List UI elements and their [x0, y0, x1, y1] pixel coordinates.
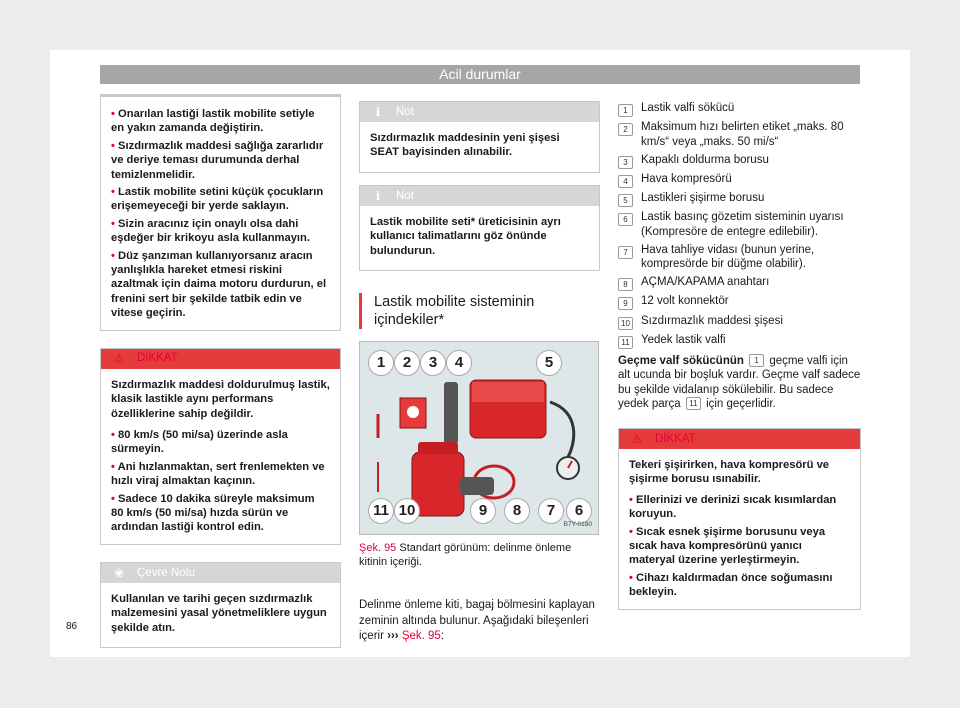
list-item: • Ani hızlanmaktan, sert frenlemekten ve hızlı viraj almaktan kaçının. [111, 460, 330, 489]
list-item: • Sizin aracınız için onaylı olsa dahi eşdeğer bir krikoyu asla kullanmayın. [111, 217, 330, 246]
note-text-2: Lastik mobilite seti* üreticisinin ayrı kullanıcı talimatlarını göz önünde bulundurun. [370, 215, 561, 257]
warning-triangle-icon: ⚠ [631, 431, 643, 446]
dikkat-box [100, 348, 341, 545]
number-badge: 9 [618, 297, 633, 310]
list-item [618, 101, 861, 117]
list-item [618, 294, 861, 310]
cevre-notu-box [100, 562, 341, 648]
list-item: • Sıcak esnek şişirme borusunu veya sıcak hava kompresörünü yanıcı materyal üzerine yerleştirmeyin. [629, 525, 850, 568]
list-item [618, 314, 861, 330]
paragraph-end: : [440, 630, 445, 643]
note-header-2 [360, 186, 599, 206]
figure-caption-text: Standart görünüm: delinme önleme kitinin içeriği. [359, 542, 572, 568]
note-body-1 [360, 122, 599, 172]
dikkat-header-2 [619, 429, 860, 449]
arrows-glyph: ››› [387, 630, 399, 643]
components-list [618, 101, 861, 349]
number-badge: 6 [618, 213, 633, 226]
figure-number-label: 1 [368, 350, 394, 376]
number-badge: 4 [618, 175, 633, 188]
section-heading: Lastik mobilite sisteminin içindekiler* [359, 293, 600, 329]
list-item: • 80 km/s (50 mi/sa) üzerinde asla sürmeyin. [111, 428, 330, 457]
figure-number-label: 2 [394, 350, 420, 376]
list-item-text: Lastik basınç gözetim sisteminin uyarısı (Kompresöre de entegre edilebilir). [641, 211, 844, 238]
list-item-text: Lastikleri şişirme borusu [641, 192, 765, 205]
cevre-notu-header [101, 563, 340, 583]
list-item-text: Lastik valfi sökücü [641, 102, 735, 114]
figure-number-label: 9 [470, 498, 496, 524]
column-2 [359, 101, 600, 645]
figure-number-label: 10 [394, 498, 420, 524]
figure-caption-label: Şek. 95 [359, 542, 397, 555]
warning-triangle-icon: ⚠ [113, 351, 125, 366]
figure-number-label: 3 [420, 350, 446, 376]
list-item [618, 172, 861, 188]
list-item-text: AÇMA/KAPAMA anahtarı [641, 276, 770, 289]
dikkat-body-2 [619, 449, 860, 493]
note-box-1 [359, 101, 600, 173]
figure-caption [359, 542, 600, 569]
note-header-1 [360, 102, 599, 122]
list-item-text: Hava kompresörü [641, 172, 732, 185]
figure-number-label: 8 [504, 498, 530, 524]
info-icon: ℹ [375, 104, 381, 119]
dikkat-bullet-list-2 [619, 493, 860, 609]
warning-continued-box [100, 94, 341, 331]
number-badge: 7 [618, 246, 633, 259]
list-item: • Lastik mobilite setini küçük çocukların erişemeyeceği bir yerde saklayın. [111, 185, 330, 214]
list-item: • Cihazı kaldırmadan önce soğumasını bekleyin. [629, 571, 850, 600]
figure-number-label: 5 [536, 350, 562, 376]
leaf-icon: ❀ [113, 565, 125, 580]
column-3 [618, 101, 861, 610]
number-badge: 11 [686, 397, 701, 410]
dikkat-header [101, 349, 340, 369]
dikkat-box-2 [618, 428, 861, 610]
list-item: • Onarılan lastiği lastik mobilite setiyle en yakın zamanda değiştirin. [111, 107, 330, 136]
number-badge: 1 [749, 354, 764, 367]
note-title-1: Not [396, 105, 414, 118]
list-item [618, 153, 861, 169]
list-item-text: 12 volt konnektör [641, 295, 729, 308]
list-item-text: Sızdırmazlık maddesi şişesi [641, 314, 783, 327]
note-body-2 [360, 206, 599, 270]
list-item [618, 191, 861, 207]
list-item: • Sadece 10 dakika süreyle maksimum 80 km/s (50 mi/sa) hızda sürün ve ardından lastiği kontrol edin. [111, 492, 330, 535]
dikkat-title-2: DİKKAT [655, 432, 696, 445]
valve-text-1: geçme valfi için alt ucunda bir boşluk vardır. Geçme valf sadece bu şekilde vidalanıp sökülebilir. Bu sadece yedek parça [618, 354, 861, 411]
intro-paragraph [359, 598, 600, 645]
dikkat-body [101, 369, 340, 428]
valve-bold-lead: Geçme valf sökücünün [618, 354, 744, 367]
list-item [618, 275, 861, 291]
number-badge: 2 [618, 123, 633, 136]
number-badge: 5 [618, 194, 633, 207]
note-text-1: Sızdırmazlık maddesinin yeni şişesi SEAT bayisinden alınabilir. [370, 132, 560, 159]
figure-number-label: 7 [538, 498, 564, 524]
list-item-text: Hava tahliye vidası (bunun yerine, kompresörde bir düğme olabilir). [641, 243, 815, 271]
cevre-notu-title: Çevre Notu [137, 566, 196, 579]
dikkat-title: DİKKAT [137, 352, 178, 365]
list-item-text: Kapaklı doldurma borusu [641, 153, 769, 166]
valve-paragraph [618, 354, 861, 412]
number-badge: 11 [618, 336, 633, 349]
number-badge: 10 [618, 317, 633, 330]
figure-number-label: 11 [368, 498, 394, 524]
list-item [618, 120, 861, 149]
note-box-2 [359, 185, 600, 271]
info-icon: ℹ [375, 188, 381, 203]
list-item [618, 210, 861, 239]
paragraph-text: Delinme önleme kiti, bagaj bölmesini kaplayan zeminin altında bulunur. Aşağıdaki bileşenleri içerir [359, 599, 595, 643]
valve-text-2: için geçerlidir. [706, 398, 776, 411]
page-number: 86 [66, 621, 78, 632]
number-badge: 3 [618, 156, 633, 169]
list-item-text: Yedek lastik valfi [641, 333, 726, 346]
dikkat-intro: Sızdırmazlık maddesi doldurulmuş lastik, klasik lastikle aynı performans özelliklerine sahip değildir. [111, 378, 330, 420]
note-title-2: Not [396, 189, 414, 202]
list-item: • Sızdırmazlık maddesi sağlığa zararlıdır ve deriye teması durumunda derhal temizlenmelidir. [111, 139, 330, 182]
list-item-text: Maksimum hızı belirten etiket „maks. 80 km/s“ veya „maks. 50 mi/s“ [641, 121, 844, 148]
list-item: • Ellerinizi ve derinizi sıcak kısımlardan koruyun. [629, 493, 850, 522]
figure-number-label: 4 [446, 350, 472, 376]
warning-bullet-list [101, 97, 340, 330]
figure-reference-link[interactable]: Şek. 95 [401, 630, 441, 643]
list-item: • Düz şanzıman kullanıyorsanız aracın yanlışlıkla hareket etmesi riskini azaltmak için daima motoru durdurun, el frenini sert bir şekilde tatbik edin ve vitese geçirin. [111, 249, 330, 321]
column-1 [100, 94, 341, 648]
cevre-notu-text: Kullanılan ve tarihi geçen sızdırmazlık malzemesini yasal yönetmeliklere uygun şekilde atın. [111, 592, 327, 634]
cevre-notu-body [101, 583, 340, 647]
list-item [618, 243, 861, 272]
number-badge: 8 [618, 278, 633, 291]
kit-figure [359, 341, 599, 535]
page-header: Acil durumlar [100, 65, 860, 84]
dikkat-intro-2: Tekeri şişirirken, hava kompresörü ve şişirme borusu ısınabilir. [629, 458, 830, 486]
number-badge: 1 [618, 104, 633, 117]
figure-number-label: 6 [566, 498, 592, 524]
list-item [618, 333, 861, 349]
dikkat-bullet-list [101, 428, 340, 544]
figure-code: B7Y-0180 [563, 520, 592, 528]
